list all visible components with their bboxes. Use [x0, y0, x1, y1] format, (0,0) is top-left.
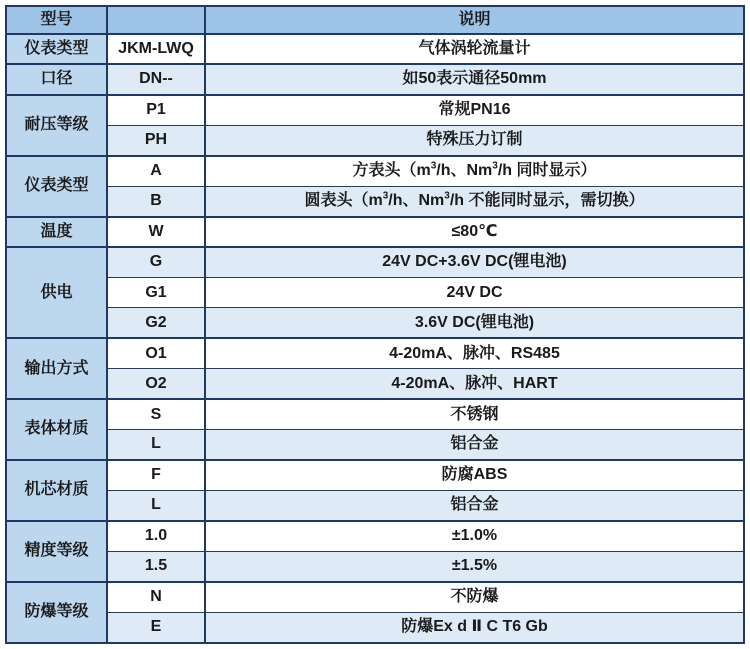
- spec-description: ±1.5%: [205, 551, 744, 581]
- table-row: [6, 156, 744, 186]
- spec-group-label: 温度: [6, 217, 107, 247]
- table-row: [6, 34, 744, 64]
- table-row: [6, 217, 744, 247]
- table-row: [6, 308, 744, 338]
- table-row: [6, 521, 744, 551]
- spec-description: ≤80℃: [205, 217, 744, 247]
- table-row: [6, 278, 744, 308]
- spec-description: 3.6V DC(锂电池): [205, 308, 744, 338]
- spec-description: 特殊压力订制: [205, 125, 744, 155]
- spec-group-label: 输出方式: [6, 338, 107, 399]
- table-row: [6, 369, 744, 399]
- table-row: [6, 338, 744, 368]
- spec-group-label: 仪表类型: [6, 156, 107, 217]
- spec-code: 1.0: [107, 521, 205, 551]
- spec-code: G: [107, 247, 205, 277]
- spec-table-container: [5, 5, 745, 644]
- spec-code: 1.5: [107, 551, 205, 581]
- spec-description: 防腐ABS: [205, 460, 744, 490]
- header-model: 型号: [6, 6, 107, 34]
- spec-description: 4-20mA、脉冲、HART: [205, 369, 744, 399]
- spec-description: 铝合金: [205, 491, 744, 521]
- spec-code: E: [107, 612, 205, 643]
- spec-group-label: 精度等级: [6, 521, 107, 582]
- spec-group-label: 机芯材质: [6, 460, 107, 521]
- spec-group-label: 口径: [6, 64, 107, 94]
- spec-code: DN--: [107, 64, 205, 94]
- table-row: [6, 582, 744, 612]
- spec-description: 24V DC: [205, 278, 744, 308]
- spec-code: S: [107, 399, 205, 429]
- spec-code: JKM-LWQ: [107, 34, 205, 64]
- spec-description: 铝合金: [205, 430, 744, 460]
- table-row: [6, 95, 744, 125]
- spec-description: 24V DC+3.6V DC(锂电池): [205, 247, 744, 277]
- spec-code: L: [107, 491, 205, 521]
- spec-code: O2: [107, 369, 205, 399]
- spec-group-label: 耐压等级: [6, 95, 107, 156]
- spec-group-label: 仪表类型: [6, 34, 107, 64]
- spec-description: 4-20mA、脉冲、RS485: [205, 338, 744, 368]
- table-row: [6, 430, 744, 460]
- table-row: [6, 399, 744, 429]
- spec-description: 气体涡轮流量计: [205, 34, 744, 64]
- spec-code: W: [107, 217, 205, 247]
- spec-code: G2: [107, 308, 205, 338]
- table-row: [6, 551, 744, 581]
- spec-description: 如50表示通径50mm: [205, 64, 744, 94]
- table-header-row: [6, 6, 744, 34]
- spec-description: ±1.0%: [205, 521, 744, 551]
- spec-group-label: 供电: [6, 247, 107, 338]
- spec-description: 常规PN16: [205, 95, 744, 125]
- table-row: [6, 64, 744, 94]
- spec-code: F: [107, 460, 205, 490]
- spec-description: 不防爆: [205, 582, 744, 612]
- header-description: 说明: [205, 6, 744, 34]
- header-code: [107, 6, 205, 34]
- table-row: [6, 247, 744, 277]
- spec-code: A: [107, 156, 205, 186]
- spec-code: G1: [107, 278, 205, 308]
- spec-code: P1: [107, 95, 205, 125]
- spec-code: L: [107, 430, 205, 460]
- spec-code: O1: [107, 338, 205, 368]
- spec-code: PH: [107, 125, 205, 155]
- spec-code: B: [107, 186, 205, 216]
- spec-group-label: 表体材质: [6, 399, 107, 460]
- spec-group-label: 防爆等级: [6, 582, 107, 643]
- spec-description: 不锈钢: [205, 399, 744, 429]
- table-body: [6, 34, 744, 643]
- spec-description: 方表头（$m^3/h$、Nm$^3$/h 同时显示）: [205, 156, 744, 186]
- table-row: [6, 612, 744, 643]
- spec-description: 圆表头（$m^3/h$、Nm$^3$/h 不能同时显示，需切换）: [205, 186, 744, 216]
- spec-code: N: [107, 582, 205, 612]
- table-row: [6, 125, 744, 155]
- table-row: [6, 186, 744, 216]
- table-row: [6, 491, 744, 521]
- spec-description: 防爆Ex d Ⅱ C T6 Gb: [205, 612, 744, 643]
- spec-table: [5, 5, 745, 644]
- table-row: [6, 460, 744, 490]
